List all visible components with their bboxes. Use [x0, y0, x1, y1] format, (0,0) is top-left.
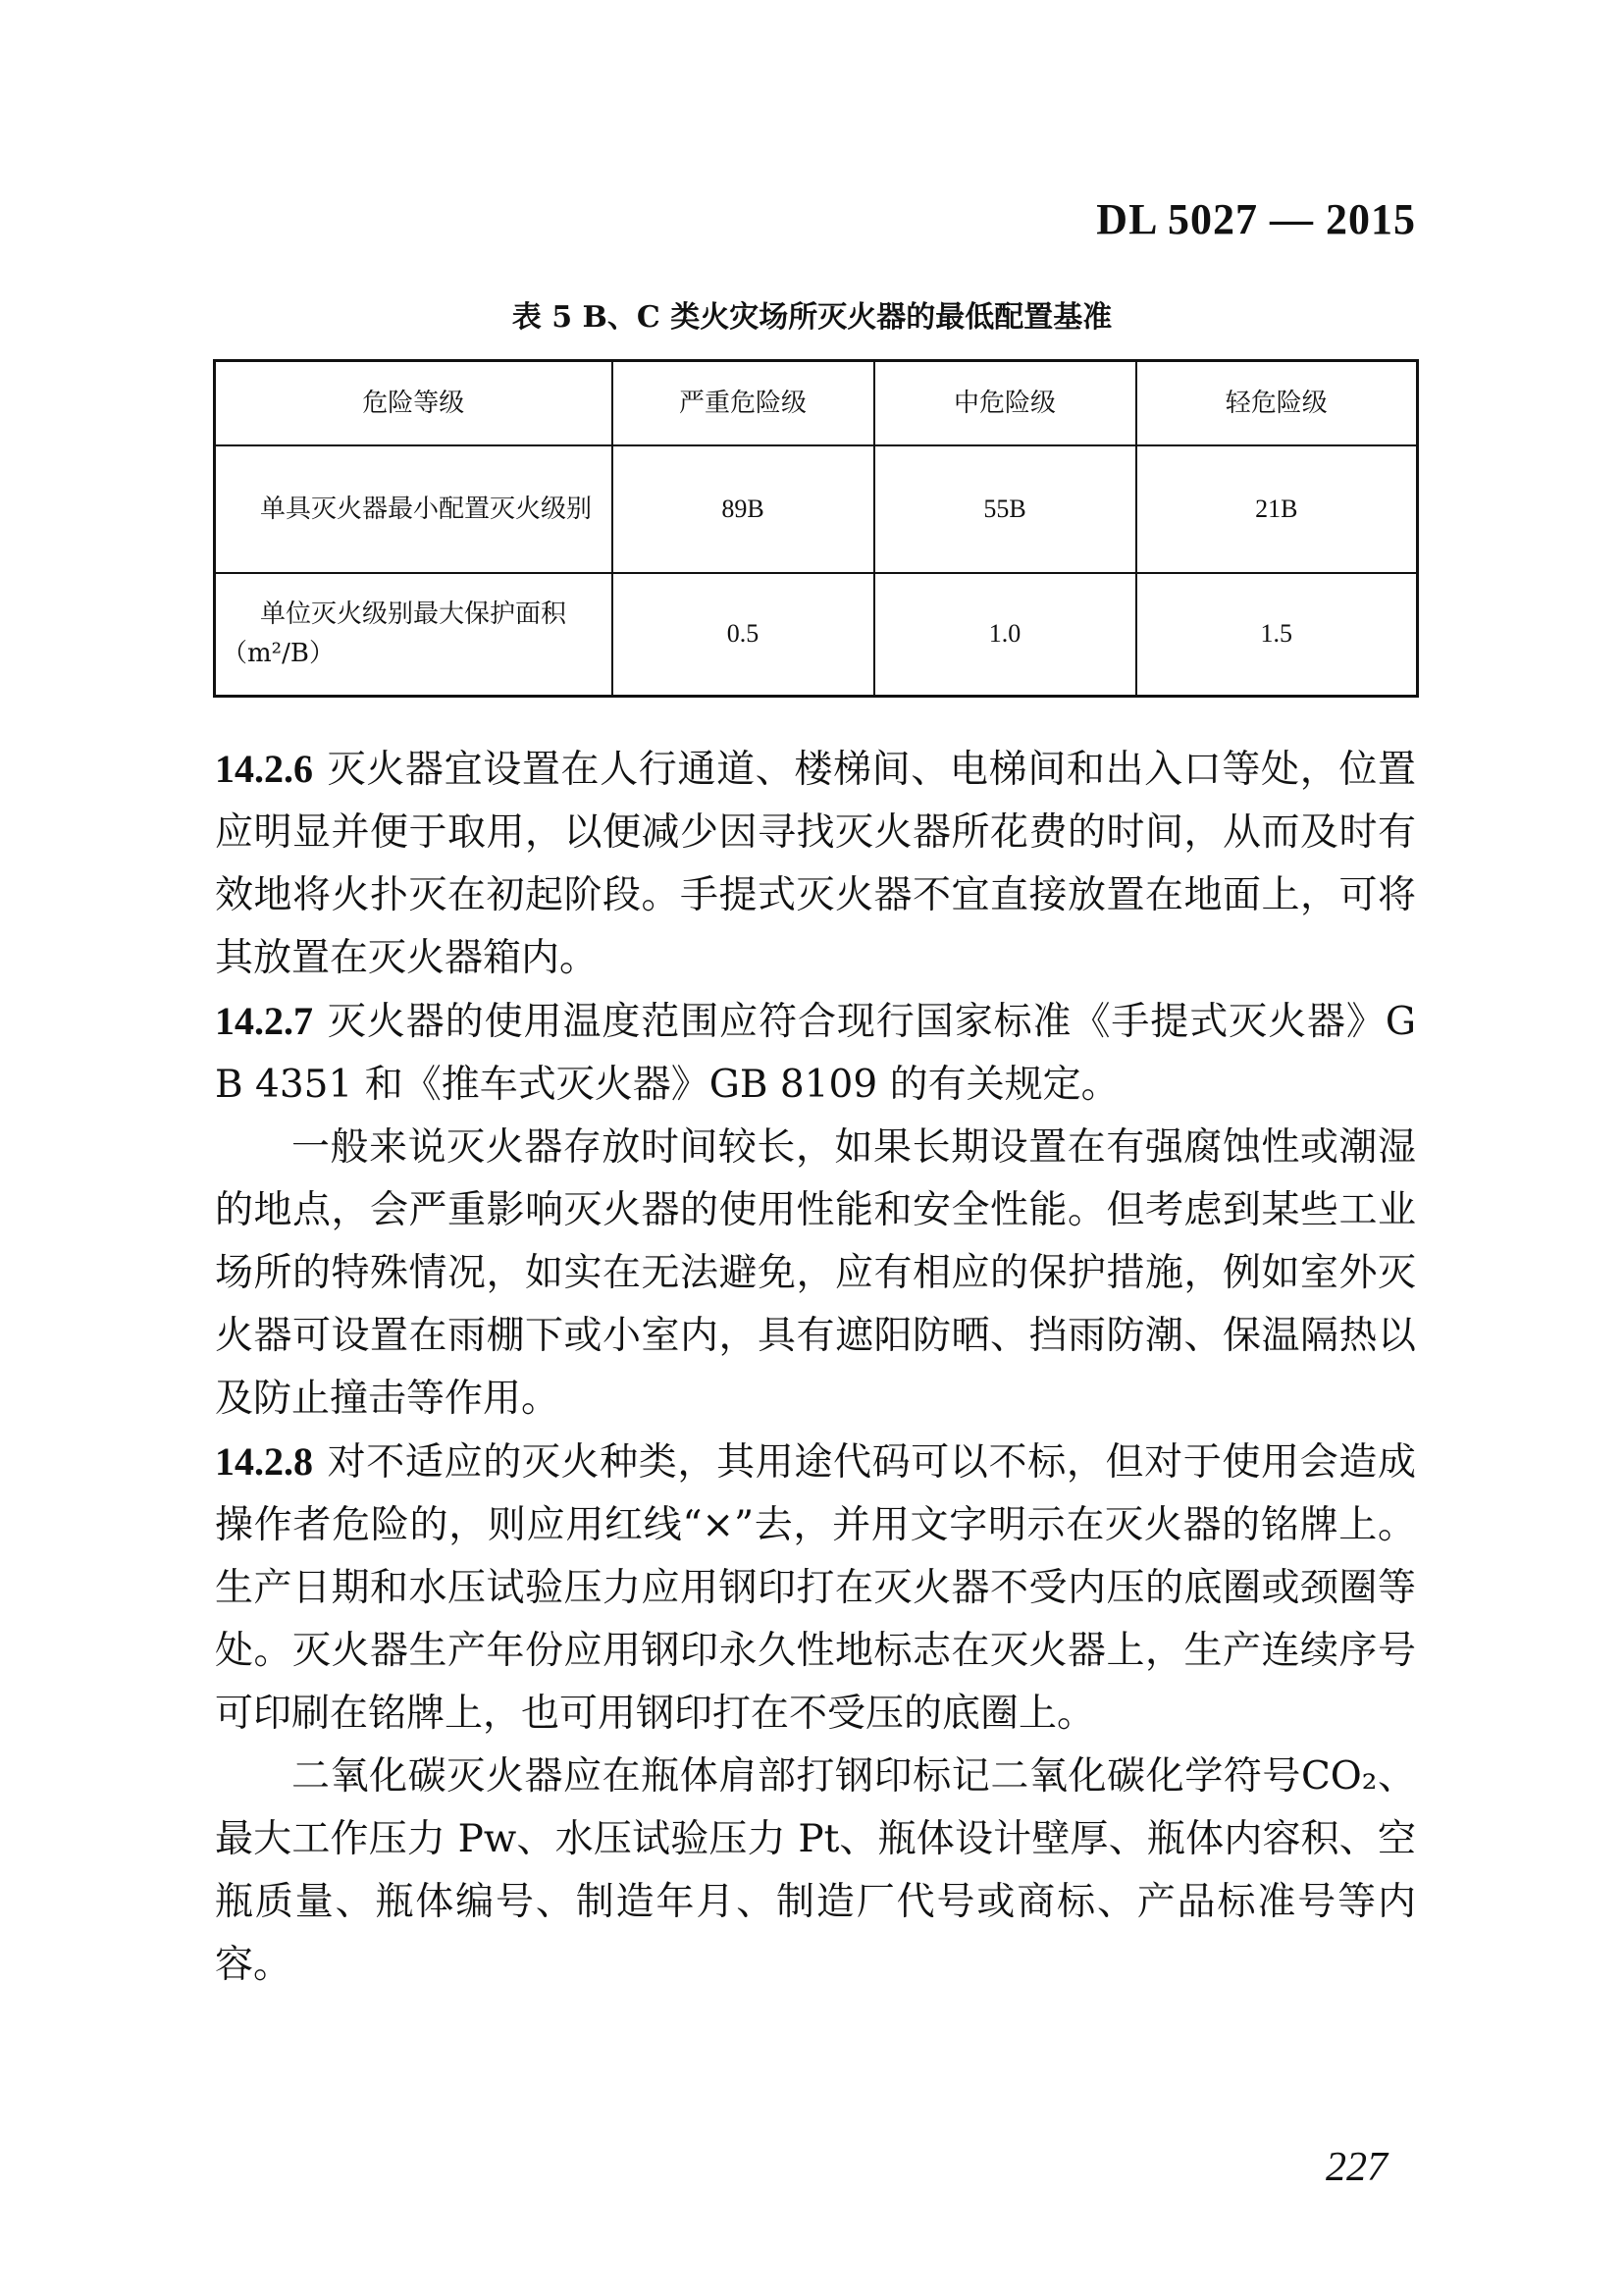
clause-14-2-6	[215, 738, 1416, 990]
table-cell: 21B	[1136, 445, 1418, 573]
clause-number: 14.2.6	[215, 747, 313, 791]
table-cell: 55B	[874, 445, 1136, 573]
table-cell: 0.5	[612, 573, 874, 697]
table-row	[215, 445, 1418, 573]
page-number: 227	[1326, 2145, 1388, 2190]
document-code: DL 5027 — 2015	[1096, 195, 1416, 243]
clause-explanation: 二氧化碳灭火器应在瓶体肩部打钢印标记二氧化碳化学符号CO₂、最大工作压力 Pw、水压试验压力 Pt、瓶体设计壁厚、瓶体内容积、空瓶质量、瓶体编号、制造年月、制造厂代号或商标、产品标准号等内容。	[215, 1754, 1416, 1987]
table-cell: 1.5	[1136, 573, 1418, 697]
clause-14-2-8	[215, 1431, 1416, 1746]
table-caption: 表 5 B、C 类火灾场所灭火器的最低配置基准	[511, 300, 1113, 335]
clause-text: 灭火器宜设置在人行通道、楼梯间、电梯间和出入口等处，位置应明显并便于取用，以便减少因寻找灭火器所花费的时间，从而及时有效地将火扑灭在初起阶段。手提式灭火器不宜直接放置在地面上，可将其放置在灭火器箱内。	[215, 748, 1416, 980]
table-row	[215, 573, 1418, 697]
config-table	[213, 359, 1419, 698]
clause-text: 对不适应的灭火种类，其用途代码可以不标，但对于使用会造成操作者危险的，则应用红线“×”去，并用文字明示在灭火器的铭牌上。生产日期和水压试验压力应用钢印打在灭火器不受内压的底圈或颈圈等处。灭火器生产年份应用钢印永久性地标志在灭火器上，生产连续序号可印刷在铭牌上，也可用钢印打在不受压的底圈上。	[215, 1440, 1416, 1736]
table-cell: 1.0	[874, 573, 1136, 697]
table-header-row	[215, 361, 1418, 445]
clause-number: 14.2.8	[215, 1439, 313, 1484]
table-cell: 89B	[612, 445, 874, 573]
body-text	[215, 738, 1416, 1997]
row-label: 单具灭火器最小配置灭火级别	[215, 445, 612, 573]
table-header-cell: 危险等级	[215, 361, 612, 445]
clause-text: 灭火器的使用温度范围应符合现行国家标准《手提式灭火器》GB 4351 和《推车式灭火器》GB 8109 的有关规定。	[215, 1000, 1416, 1107]
row-label: 单位灭火级别最大保护面积（m²/B）	[215, 573, 612, 697]
table-header-cell: 中危险级	[874, 361, 1136, 445]
clause-explanation: 一般来说灭火器存放时间较长，如果长期设置在有强腐蚀性或潮湿的地点，会严重影响灭火器的使用性能和安全性能。但考虑到某些工业场所的特殊情况，如实在无法避免，应有相应的保护措施，例如室外灭火器可设置在雨棚下或小室内，具有遮阳防晒、挡雨防潮、保温隔热以及防止撞击等作用。	[215, 1125, 1416, 1421]
clause-number: 14.2.7	[215, 999, 313, 1043]
table-header-cell: 轻危险级	[1136, 361, 1418, 445]
table-header-cell: 严重危险级	[612, 361, 874, 445]
clause-14-2-7	[215, 990, 1416, 1117]
